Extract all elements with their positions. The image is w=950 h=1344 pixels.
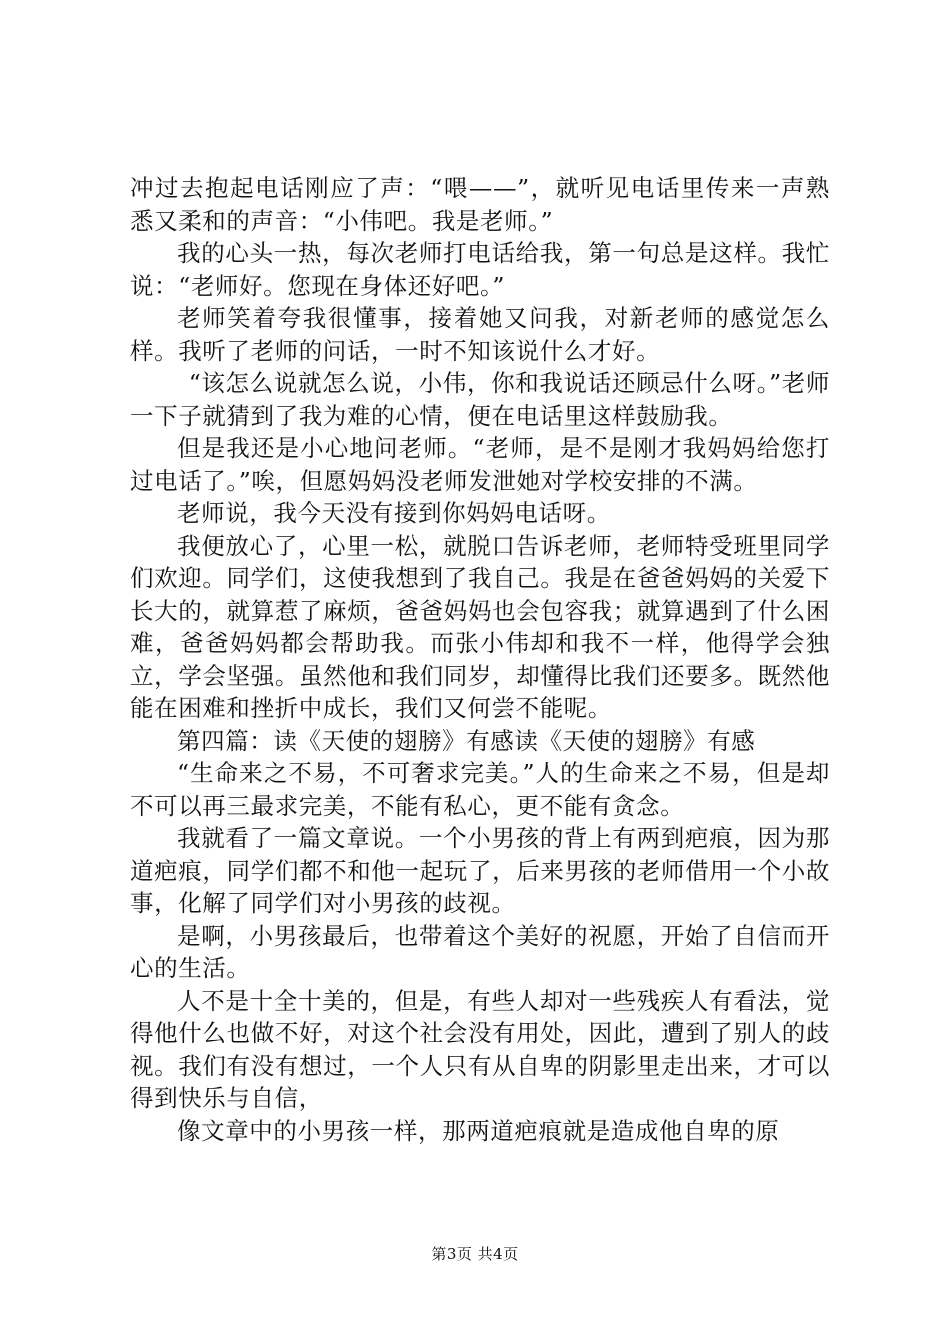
paragraph-13: 像文章中的小男孩一样，那两道疤痕就是造成他自卑的原: [177, 1116, 780, 1145]
section-heading: 第四篇：读《天使的翅膀》有感读《天使的翅膀》有感: [177, 726, 756, 755]
paragraph-7: 我便放心了，心里一松，就脱口告诉老师，老师特受班里同学们欢迎。同学们，这使我想到了我自己。我是在爸爸妈妈的关爱下长大的，就算惹了麻烦，爸爸妈妈也会包容我；就算遇到了什么困难，爸爸妈妈都会帮助我。而张小伟却和我不一样，他得学会独立，学会坚强。虽然他和我们同岁，却懂得比我们还要多。既然他能在困难和挫折中成长，我们又何尝不能呢。: [130, 531, 830, 722]
paragraph-2: 我的心头一热，每次老师打电话给我，第一句总是这样。我忙说：“老师好。您现在身体还好吧。”: [130, 239, 830, 300]
document-body: [130, 172, 830, 1147]
paragraph-11: 是啊，小男孩最后，也带着这个美好的祝愿，开始了自信而开心的生活。: [130, 921, 830, 982]
paragraph-9: “生命来之不易，不可奢求完美。”人的生命来之不易，但是却不可以再三最求完美，不能有私心，更不能有贪念。: [130, 759, 830, 820]
paragraph-6: 老师说，我今天没有接到你妈妈电话呀。: [177, 499, 611, 527]
paragraph-3: 老师笑着夸我很懂事，接着她又问我，对新老师的感觉怎么样。我听了老师的问话，一时不知该说什么才好。: [130, 304, 830, 365]
paragraph-10: 我就看了一篇文章说。一个小男孩的背上有两到疤痕，因为那道疤痕，同学们都不和他一起玩了，后来男孩的老师借用一个小故事，化解了同学们对小男孩的歧视。: [130, 824, 830, 917]
page-number-footer: 第3页 共4页: [431, 1245, 519, 1263]
paragraph-12: 人不是十全十美的，但是，有些人却对一些残疾人有看法，觉得他什么也做不好，对这个社会没有用处，因此，遭到了别人的歧视。我们有没有想过，一个人只有从自卑的阴影里走出来，才可以得到快乐与自信，: [130, 986, 830, 1112]
paragraph-1: 冲过去抱起电话刚应了声：“喂——”，就听见电话里传来一声熟悉又柔和的声音：“小伟吧。我是老师。”: [130, 174, 830, 235]
paragraph-5: 但是我还是小心地问老师。“老师，是不是刚才我妈妈给您打过电话了。”唉，但愿妈妈没老师发泄她对学校安排的不满。: [130, 434, 830, 495]
paragraph-4: “该怎么说就怎么说，小伟，你和我说话还顾忌什么呀。”老师一下子就猜到了我为难的心情，便在电话里这样鼓励我。: [130, 369, 830, 430]
